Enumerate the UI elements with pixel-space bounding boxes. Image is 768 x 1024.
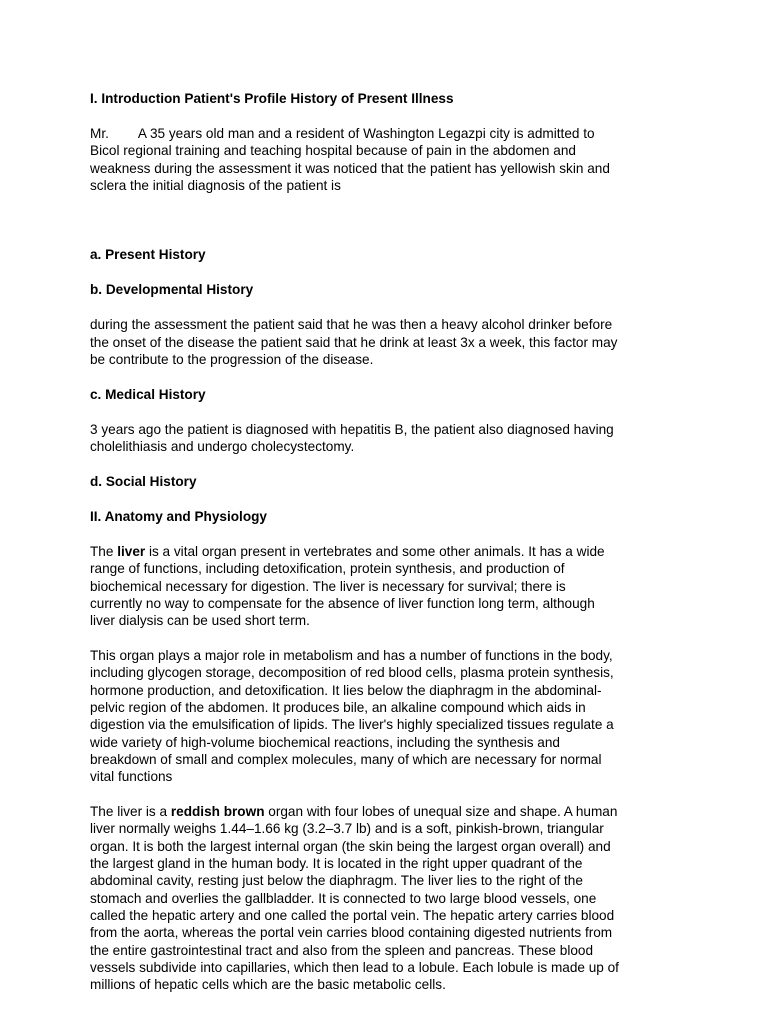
intro-line [90,125,690,142]
paragraph-line: pelvic region of the abdomen. It produces bile, an alkaline compound which aids in [90,700,586,715]
subheading-medical-history: c. Medical History [90,387,206,402]
medical-line: 3 years ago the patient is diagnosed with hepatitis B, the patient also diagnosed having [90,422,614,437]
bold-term-reddish-brown: reddish brown [170,804,265,819]
intro-line: weakness during the assessment it was noticed that the patient has yellowish skin and [90,161,610,176]
text-run: The liver is a [90,804,171,819]
paragraph-line: liver dialysis can be used short term. [90,613,310,628]
paragraph-line: organ. It is both the largest internal organ (the skin being the largest organ overall) and [90,839,611,854]
paragraph-line: from the aorta, whereas the portal vein carries blood containing digested nutrients from [90,925,613,940]
paragraph-line: liver normally weighs 1.44–1.66 kg (3.2–3.7 lb) and is a soft, pinkish-brown, triangular [90,821,604,836]
paragraph-line: the largest gland in the human body. It is located in the right upper quadrant of the [90,856,583,871]
intro-line: sclera the initial diagnosis of the patient is [90,178,341,193]
subheading-developmental-history: b. Developmental History [90,282,254,297]
paragraph-line: called the hepatic artery and one called the portal vein. The hepatic artery carries blood [90,908,615,923]
developmental-line: be contribute to the progression of the disease. [90,352,374,367]
paragraph-line: vessels subdivide into capillaries, which then lead to a lobule. Each lobule is made up of [90,960,619,975]
paragraph-line: breakdown of small and complex molecules, many of which are necessary for normal [90,752,602,767]
paragraph-line: millions of hepatic cells which are the basic metabolic cells. [90,977,446,992]
paragraph-line: currently no way to compensate for the absence of liver function long term, although [90,596,595,611]
paragraph-line: hormone production, and detoxification. It lies below the diaphragm in the abdominal- [90,683,602,698]
medical-line: cholelithiasis and undergo cholecystectomy. [90,439,355,454]
intro-text: A 35 years old man and a resident of Washington Legazpi city is admitted to [137,126,595,141]
paragraph-line: biochemical necessary for digestion. The liver is necessary for survival; there is [90,579,566,594]
paragraph-line [90,543,690,560]
text-run: The [90,544,118,559]
paragraph-line: the entire gastrointestinal tract and also from the spleen and pancreas. These blood [90,943,594,958]
paragraph-line: wide variety of high-volume biochemical reactions, including the synthesis and [90,735,560,750]
section-heading-anatomy: II. Anatomy and Physiology [90,509,267,524]
paragraph-line: range of functions, including detoxification, protein synthesis, and production of [90,561,565,576]
subheading-social-history: d. Social History [90,474,197,489]
section-heading-introduction: I. Introduction Patient's Profile History of Present Illness [90,91,454,106]
paragraph-line: stomach and overlies the gallbladder. It is connected to two large blood vessels, one [90,891,597,906]
developmental-line: during the assessment the patient said that he was then a heavy alcohol drinker before [90,317,613,332]
bold-term-liver: liver [117,544,146,559]
paragraph-line: abdominal cavity, resting just below the diaphragm. The liver lies to the right of the [90,873,583,888]
paragraph-line: vital functions [90,769,173,784]
intro-prefix: Mr. [90,126,109,141]
paragraph-line: including glycogen storage, decomposition of red blood cells, plasma protein synthesis, [90,665,614,680]
intro-line: Bicol regional training and teaching hospital because of pain in the abdomen and [90,143,576,158]
text-run: organ with four lobes of unequal size and shape. A human [264,804,618,819]
text-run: is a vital organ present in vertebrates and some other animals. It has a wide [145,544,605,559]
paragraph-line: digestion via the emulsification of lipids. The liver's highly specialized tissues regulate a [90,717,614,732]
paragraph-line: This organ plays a major role in metabolism and has a number of functions in the body, [90,648,613,663]
developmental-line: the onset of the disease the patient said that he drink at least 3x a week, this factor may [90,335,618,350]
paragraph-line [90,803,690,820]
subheading-present-history: a. Present History [90,247,206,262]
